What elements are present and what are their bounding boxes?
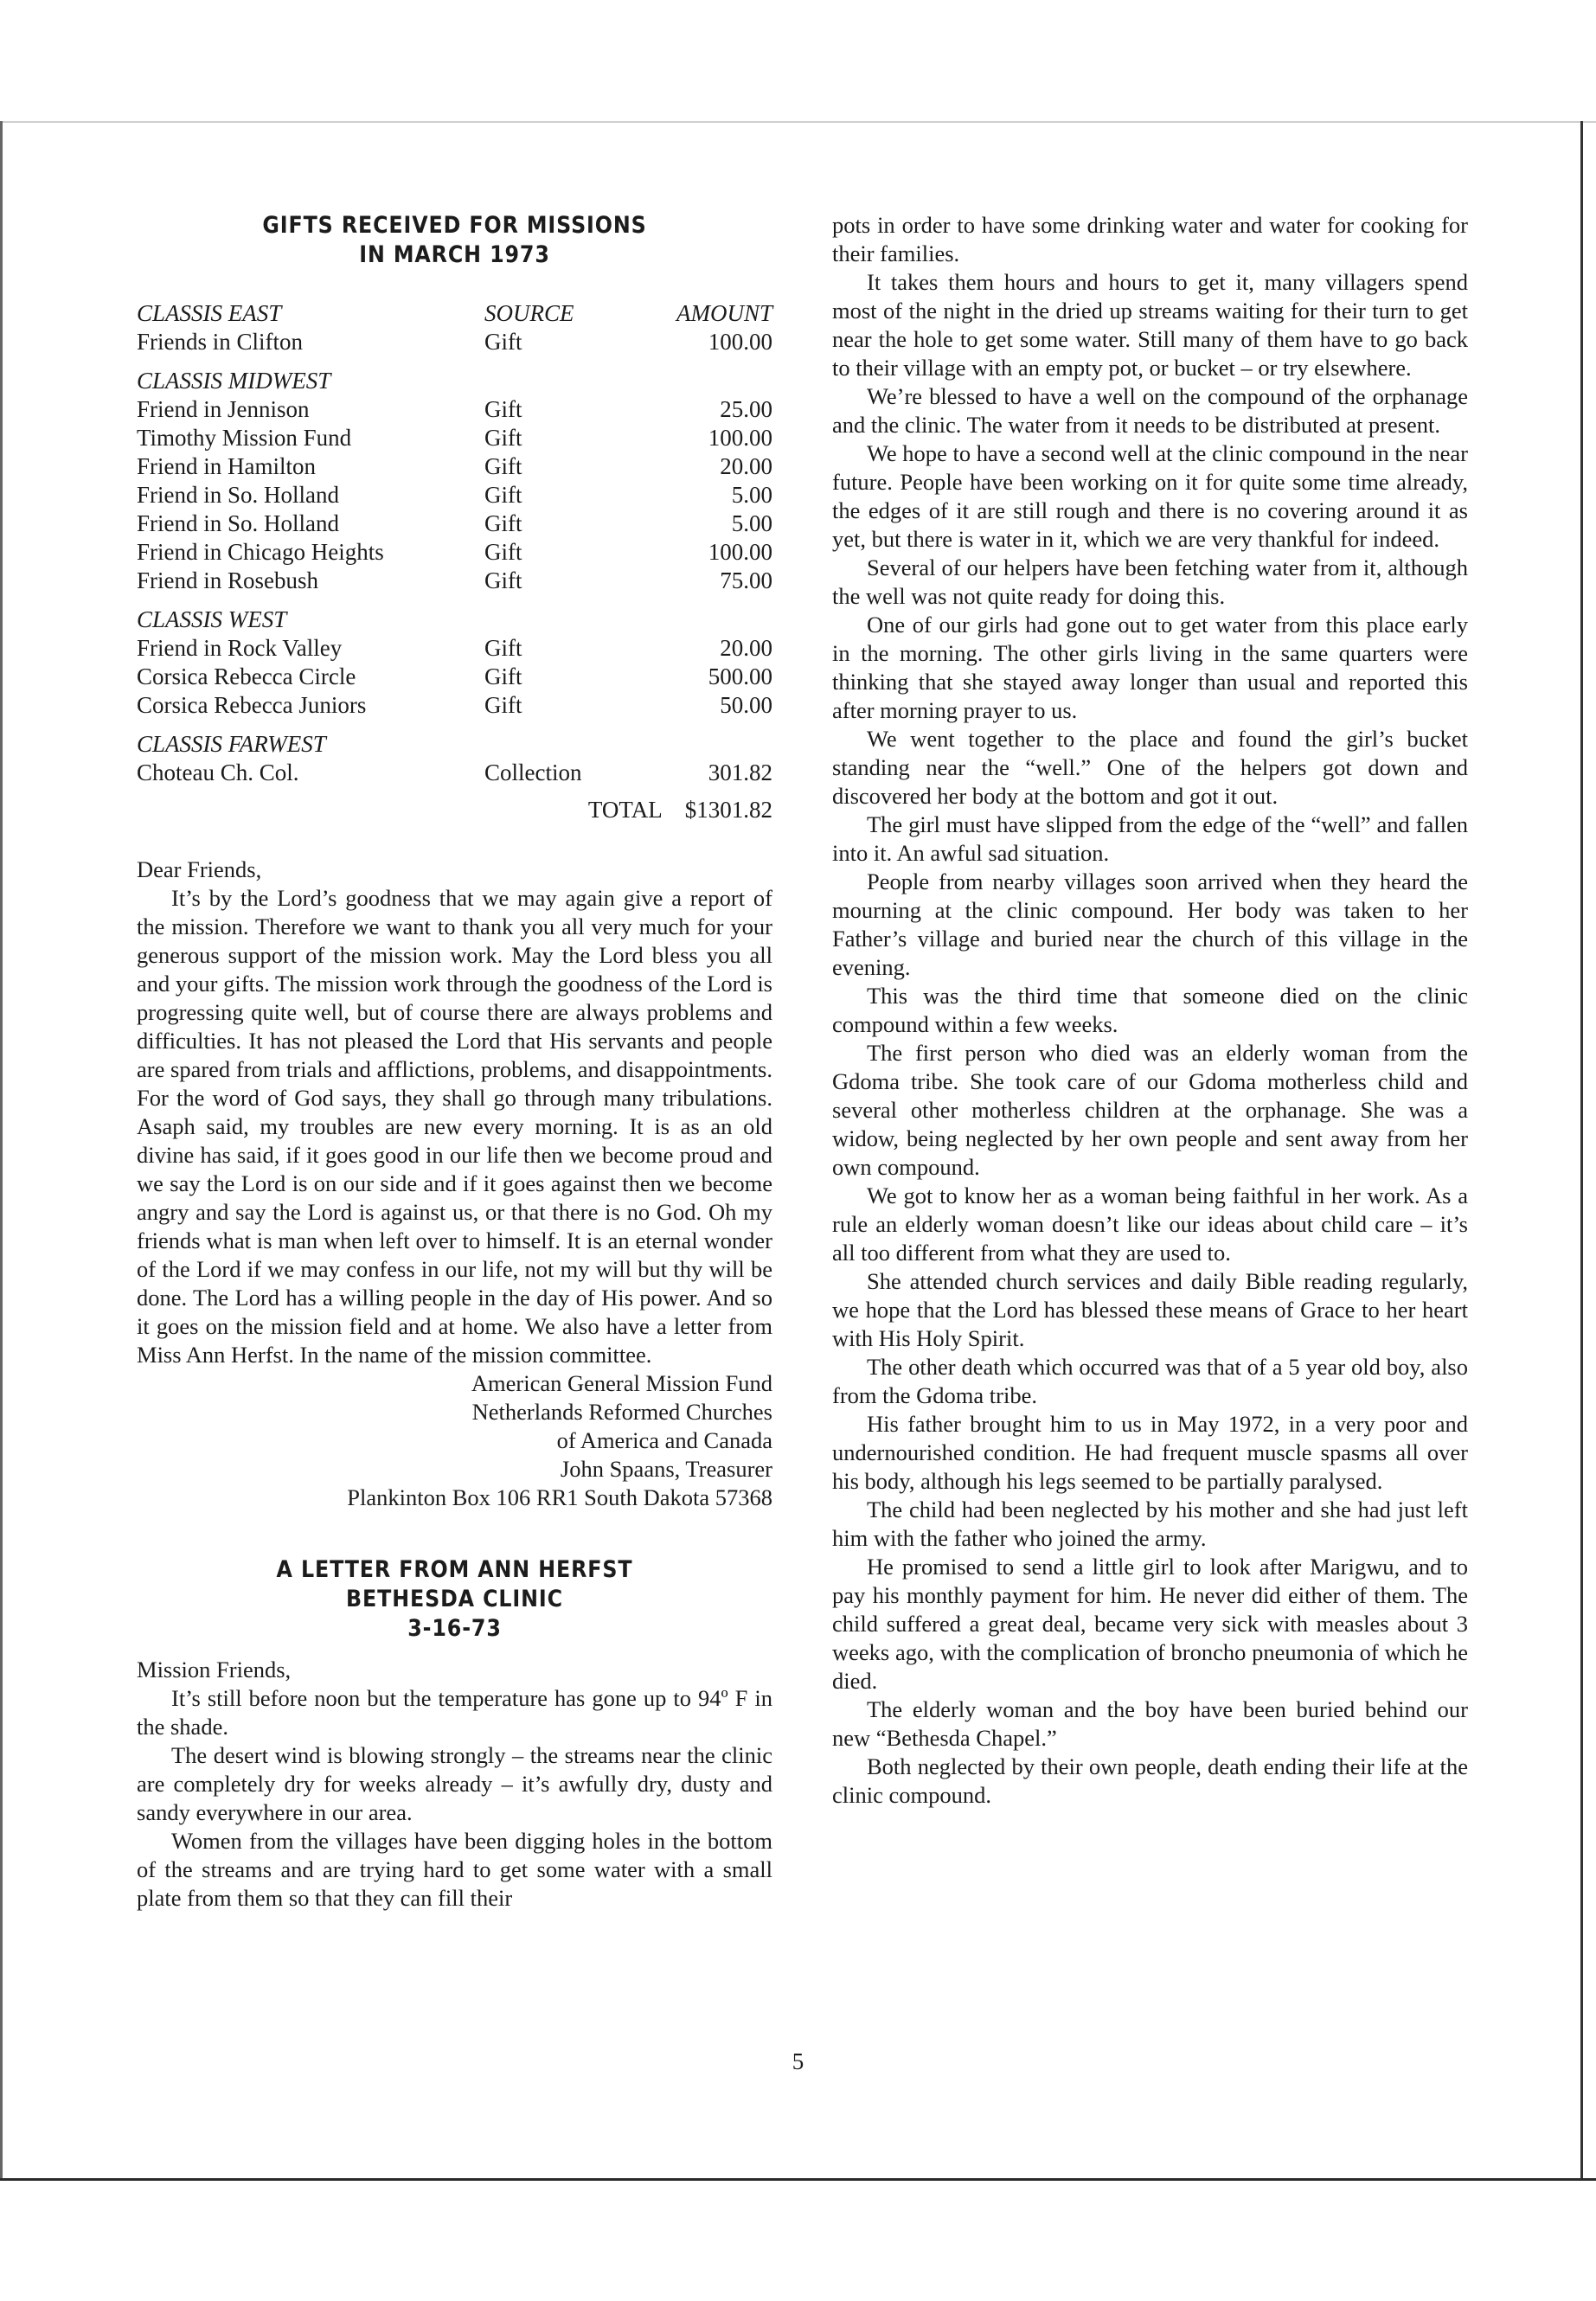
gift-amount: 100.00 (708, 425, 772, 451)
letter2-heading-line-1: A LETTER FROM ANN HERFST (276, 1556, 633, 1583)
gift-row (137, 328, 772, 356)
letter2-paragraph: The other death which occurred was that of a 5 year old boy, also from the Gdoma tribe. (832, 1354, 1468, 1408)
gift-row (137, 663, 772, 691)
letter2-paragraph: Both neglected by their own people, death ending their life at the clinic compound. (832, 1753, 1468, 1808)
letter2-paragraph: The elderly woman and the boy have been buried behind our new “Bethesda Chapel.” (832, 1696, 1468, 1751)
letter2-paragraph: One of our girls had gone out to get water from this place early in the morning. The other girls living in the same quarters were thinking that she stayed away longer than usual and reported this after morning prayer to us. (832, 612, 1468, 723)
letter2-paragraph: People from nearby villages soon arrived when they heard the mourning at the clinic compound. Her body was taken to her Father’s village and buried near the church of this village in the evening. (832, 868, 1468, 980)
signature-line: Netherlands Reformed Churches (471, 1399, 772, 1425)
gift-amount: 50.00 (720, 692, 772, 718)
donor-name: Choteau Ch. Col. (137, 760, 299, 785)
donor-name: Friend in So. Holland (137, 482, 339, 508)
gift-row (137, 567, 772, 595)
letter2-paragraph: We went together to the place and found the girl’s bucket standing near the “well.” One of the helpers got down and discovered her body at the bottom and got it out. (832, 726, 1468, 809)
page-number: 5 (792, 2048, 804, 2074)
letter2-paragraph: Women from the villages have been digging holes in the bottom of the streams and are trying hard to get some water with a small plate from them so that they can fill their (137, 1828, 772, 1911)
scan-edge-left (0, 121, 3, 2180)
letter2-paragraph: The desert wind is blowing strongly – the streams near the clinic are completely dry for weeks already – it’s awfully dry, dusty and sandy everywhere in our area. (137, 1742, 772, 1825)
gift-source: Gift (484, 663, 522, 689)
signature-line: American General Mission Fund (471, 1370, 772, 1396)
gift-row (137, 510, 772, 538)
scan-edge-bottom (0, 2178, 1596, 2181)
letter2-paragraph: The girl must have slipped from the edge of the “well” and fallen into it. An awful sad situation. (832, 811, 1468, 866)
classis-heading: CLASSIS MIDWEST (137, 368, 331, 394)
total-value: $1301.82 (684, 797, 772, 823)
letter1-salutation: Dear Friends, (137, 856, 262, 882)
letter2-paragraph: It takes them hours and hours to get it, many villagers spend most of the night in the dried up streams waiting for their turn to get near the hole to get some water. Still many of them have to go back to their village with an empty pot, or bucket – or try elsewhere. (832, 269, 1468, 381)
gifts-heading-line-1: GIFTS RECEIVED FOR MISSIONS (262, 212, 647, 239)
total-label: TOTAL (587, 797, 663, 823)
gift-row (137, 759, 772, 787)
gifts-table (137, 299, 772, 824)
gift-source: Gift (484, 453, 522, 479)
letter2-paragraph: He promised to send a little girl to look after Marigwu, and to pay his monthly payment for him. He never did either of them. The child suffered a great deal, became very sick with measles about 3 weeks ago, with the complication of broncho pneumonia of which he died. (832, 1554, 1468, 1694)
donor-name: Timothy Mission Fund (137, 425, 352, 451)
scan-edge-top (0, 121, 1596, 123)
gift-source: Gift (484, 539, 522, 565)
letter1-body: It’s by the Lord’s goodness that we may again give a report of the mission. Therefore we want to thank you all very much for your generous support of the mission work. May the Lord bless you all and your gifts. The mission work through the goodness of the Lord is progressing quite well, but of course there are always problems and difficulties. It has not pleased the Lord that His servants and people are spared from trials and afflictions, problems, and disappointments. For the word of God says, they shall go through many tribulations. Asaph said, my troubles are new every morning. It is as an old divine has said, if it goes good in our life then we become proud and we say the Lord is on our side and if it goes against then we become angry and say the Lord is against us, or that there is no God. Oh my friends what is man when left over to himself. It is an eternal wonder of the Lord if we may confess in our life, not my will but thy will be done. The Lord has a willing people in the day of His power. And so it goes on the mission field and at home. We also have a letter from Miss Ann Herfst. In the name of the mission committee. (137, 885, 772, 1368)
gifts-heading-line-2: IN MARCH 1973 (359, 241, 550, 268)
signature-line: of America and Canada (556, 1427, 772, 1453)
donor-name: Friends in Clifton (137, 329, 304, 355)
left-column (137, 211, 772, 1913)
signature-line: John Spaans, Treasurer (560, 1456, 772, 1482)
donor-name: Friend in Chicago Heights (137, 539, 384, 565)
gift-source: Gift (484, 635, 522, 661)
letter1-signature (137, 1369, 772, 1512)
classis-heading: CLASSIS FARWEST (137, 731, 326, 757)
gift-row (137, 691, 772, 720)
amount-column-header: AMOUNT (676, 300, 772, 326)
gift-amount: 5.00 (731, 482, 772, 508)
gift-amount: 500.00 (708, 663, 772, 689)
gift-rows (137, 328, 772, 787)
gift-row (137, 424, 772, 452)
letter2-salutation: Mission Friends, (137, 1657, 292, 1682)
signature-line: Plankinton Box 106 RR1 South Dakota 57368 (347, 1484, 772, 1510)
letter2-paragraph: The child had been neglected by his mother and she had just left him with the father who joined the army. (832, 1497, 1468, 1551)
gift-source: Gift (484, 567, 522, 593)
donor-name: Corsica Rebecca Juniors (137, 692, 367, 718)
gifts-heading (175, 211, 734, 270)
gift-amount: 20.00 (720, 453, 772, 479)
classis-east-label: CLASSIS EAST (137, 300, 282, 326)
letter2-heading-line-3: 3-16-73 (407, 1615, 502, 1642)
gift-amount: 75.00 (720, 567, 772, 593)
letter2-heading (175, 1555, 734, 1644)
gift-source: Gift (484, 692, 522, 718)
gift-amount: 100.00 (708, 329, 772, 355)
gift-row (137, 452, 772, 481)
donor-name: Friend in Jennison (137, 396, 310, 422)
donor-name: Friend in Hamilton (137, 453, 316, 479)
letter2-paragraph: It’s still before noon but the temperature has gone up to 94º F in the shade. (137, 1685, 772, 1740)
gift-amount: 301.82 (708, 760, 772, 785)
letter2-right-paragraphs (832, 268, 1468, 1810)
gift-amount: 20.00 (720, 635, 772, 661)
gift-source: Gift (484, 396, 522, 422)
gift-source: Gift (484, 482, 522, 508)
letter2-paragraph-continued: pots in order to have some drinking water and water for cooking for their families. (832, 212, 1468, 266)
gift-row (137, 395, 772, 424)
gift-amount: 100.00 (708, 539, 772, 565)
gift-source: Gift (484, 510, 522, 536)
gift-amount: 5.00 (731, 510, 772, 536)
letter2-paragraph: Several of our helpers have been fetching water from it, although the well was not quite ready for doing this. (832, 554, 1468, 609)
letter2-paragraph: We got to know her as a woman being faithful in her work. As a rule an elderly woman doesn’t like our ideas about child care – it’s all too different from what they are used to. (832, 1183, 1468, 1266)
donor-name: Friend in Rock Valley (137, 635, 343, 661)
donor-name: Corsica Rebecca Circle (137, 663, 356, 689)
letter2-paragraph: We hope to have a second well at the clinic compound in the near future. People have been working on it for quite some time already, the edges of it are still rough and there is no covering around it as yet, but there is water in it, which we are very thankful for indeed. (832, 440, 1468, 552)
source-column-header: SOURCE (484, 300, 574, 326)
right-column (832, 211, 1468, 1810)
donor-name: Friend in So. Holland (137, 510, 339, 536)
letter2-paragraph: The first person who died was an elderly woman from the Gdoma tribe. She took care of our Gdoma motherless child and several other motherless children at the orphanage. She was a widow, being neglected by her own people and sent away from her own compound. (832, 1040, 1468, 1180)
scan-edge-right (1580, 121, 1583, 2180)
gift-source: Collection (484, 760, 582, 785)
total-row (137, 796, 772, 824)
gift-row (137, 538, 772, 567)
gift-row (137, 634, 772, 663)
letter2-paragraph: We’re blessed to have a well on the compound of the orphanage and the clinic. The water from it needs to be distributed at present. (832, 383, 1468, 438)
classis-heading: CLASSIS WEST (137, 606, 287, 632)
letter2-paragraph: This was the third time that someone died on the clinic compound within a few weeks. (832, 983, 1468, 1037)
gift-source: Gift (484, 329, 522, 355)
gifts-table-header (137, 299, 772, 328)
gift-amount: 25.00 (720, 396, 772, 422)
donor-name: Friend in Rosebush (137, 567, 319, 593)
gift-source: Gift (484, 425, 522, 451)
gift-row (137, 481, 772, 510)
letter2-heading-line-2: BETHESDA CLINIC (346, 1586, 563, 1612)
letter2-paragraph: She attended church services and daily Bible reading regularly, we hope that the Lord has blessed these means of Grace to her heart with His Holy Spirit. (832, 1268, 1468, 1351)
letter2-paragraph: His father brought him to us in May 1972, in a very poor and undernourished condition. He had frequent muscle spasms all over his body, although his legs seemed to be partially paralysed. (832, 1411, 1468, 1494)
